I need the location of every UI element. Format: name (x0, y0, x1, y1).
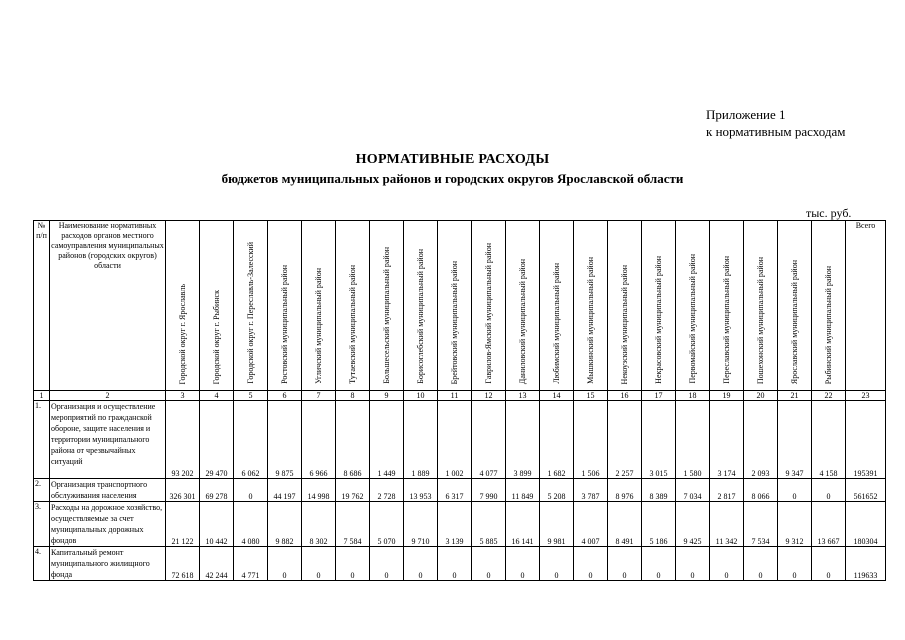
column-header (676, 221, 710, 391)
value-cell: 9 875 (268, 401, 302, 479)
index-cell: 3 (166, 391, 200, 401)
value-cell: 2 093 (744, 401, 778, 479)
expenses-table (33, 220, 886, 581)
column-header (608, 221, 642, 391)
value-cell: 6 062 (234, 401, 268, 479)
header-num: № п/п (34, 221, 50, 391)
value-cell: 11 342 (710, 502, 744, 547)
value-cell: 9 981 (540, 502, 574, 547)
value-cell: 0 (608, 547, 642, 581)
column-header (778, 221, 812, 391)
value-cell: 0 (540, 547, 574, 581)
column-header (540, 221, 574, 391)
value-cell: 7 990 (472, 479, 506, 502)
value-cell: 4 077 (472, 401, 506, 479)
value-cell: 0 (778, 547, 812, 581)
column-header-label: Даниловский муниципальный район (518, 258, 527, 384)
column-header (438, 221, 472, 391)
value-cell: 0 (574, 547, 608, 581)
value-cell: 8 389 (642, 479, 676, 502)
column-header (370, 221, 404, 391)
value-cell: 8 491 (608, 502, 642, 547)
value-cell: 0 (370, 547, 404, 581)
row-number: 2. (34, 479, 50, 502)
row-number: 4. (34, 547, 50, 581)
appendix-line-2: к нормативным расходам (706, 124, 846, 139)
index-cell: 13 (506, 391, 540, 401)
column-header-label: Некрасовский муниципальный район (654, 256, 663, 384)
value-cell: 5 186 (642, 502, 676, 547)
value-cell: 0 (642, 547, 676, 581)
value-cell: 0 (744, 547, 778, 581)
column-header-label: Брейтовский муниципальный район (450, 260, 459, 384)
header-name: Наименование нормативных расходов органов местного самоуправления муниципальных районов (городских округов) области (50, 221, 166, 391)
value-cell: 7 534 (744, 502, 778, 547)
document-title: НОРМАТИВНЫЕ РАСХОДЫ (355, 152, 550, 167)
column-header-label: Переславский муниципальный район (722, 256, 731, 384)
row-name: Капитальный ремонт муниципального жилищного фонда (50, 547, 166, 581)
value-cell: 13 667 (812, 502, 846, 547)
column-header (302, 221, 336, 391)
value-cell: 1 580 (676, 401, 710, 479)
value-cell: 0 (438, 547, 472, 581)
value-cell: 4 771 (234, 547, 268, 581)
appendix-label (706, 106, 845, 140)
column-header-label: Городской округ г. Ярославль (178, 283, 187, 384)
index-cell: 21 (778, 391, 812, 401)
column-header-label: Пошехонский муниципальный район (756, 256, 765, 384)
index-cell: 10 (404, 391, 438, 401)
index-cell: 2 (50, 391, 166, 401)
column-header (404, 221, 438, 391)
column-header (812, 221, 846, 391)
value-cell: 21 122 (166, 502, 200, 547)
column-header-label: Первомайский муниципальный район (688, 254, 697, 384)
value-cell: 4 080 (234, 502, 268, 547)
index-cell: 5 (234, 391, 268, 401)
value-cell: 3 174 (710, 401, 744, 479)
index-cell: 17 (642, 391, 676, 401)
value-cell: 8 976 (608, 479, 642, 502)
index-cell: 16 (608, 391, 642, 401)
column-header (200, 221, 234, 391)
value-cell: 14 998 (302, 479, 336, 502)
value-cell: 16 141 (506, 502, 540, 547)
total-cell: 561652 (846, 479, 886, 502)
index-cell: 22 (812, 391, 846, 401)
value-cell: 6 317 (438, 479, 472, 502)
index-cell: 18 (676, 391, 710, 401)
total-cell: 180304 (846, 502, 886, 547)
column-header (642, 221, 676, 391)
column-header-label: Городской округ г. Переславль-Залесский (246, 242, 255, 384)
column-header-label: Любимский муниципальный район (552, 263, 561, 384)
row-number: 1. (34, 401, 50, 479)
value-cell: 9 312 (778, 502, 812, 547)
value-cell: 3 139 (438, 502, 472, 547)
value-cell: 1 889 (404, 401, 438, 479)
row-number: 3. (34, 502, 50, 547)
value-cell: 2 817 (710, 479, 744, 502)
column-header-label: Городской округ г. Рыбинск (212, 289, 221, 384)
value-cell: 93 202 (166, 401, 200, 479)
total-cell: 195391 (846, 401, 886, 479)
index-cell: 23 (846, 391, 886, 401)
value-cell: 0 (812, 547, 846, 581)
value-cell: 2 257 (608, 401, 642, 479)
value-cell: 8 302 (302, 502, 336, 547)
index-cell: 1 (34, 391, 50, 401)
column-header (472, 221, 506, 391)
column-header (506, 221, 540, 391)
column-header-label: Ростовский муниципальный район (280, 265, 289, 384)
value-cell: 10 442 (200, 502, 234, 547)
value-cell: 72 618 (166, 547, 200, 581)
index-cell: 11 (438, 391, 472, 401)
value-cell: 9 710 (404, 502, 438, 547)
value-cell: 8 066 (744, 479, 778, 502)
column-header (744, 221, 778, 391)
column-header-label: Угличский муниципальный район (314, 268, 323, 384)
value-cell: 0 (812, 479, 846, 502)
value-cell: 326 301 (166, 479, 200, 502)
value-cell: 29 470 (200, 401, 234, 479)
value-cell: 8 686 (336, 401, 370, 479)
value-cell: 0 (302, 547, 336, 581)
value-cell: 7 584 (336, 502, 370, 547)
column-header (710, 221, 744, 391)
value-cell: 1 506 (574, 401, 608, 479)
column-header-label: Тутаевский муниципальный район (348, 265, 357, 384)
column-header (268, 221, 302, 391)
index-cell: 20 (744, 391, 778, 401)
column-header (336, 221, 370, 391)
column-header-label: Ярославский муниципальный район (790, 259, 799, 384)
value-cell: 9 425 (676, 502, 710, 547)
value-cell: 0 (676, 547, 710, 581)
index-cell: 9 (370, 391, 404, 401)
value-cell: 3 787 (574, 479, 608, 502)
value-cell: 0 (404, 547, 438, 581)
value-cell: 2 728 (370, 479, 404, 502)
value-cell: 1 002 (438, 401, 472, 479)
column-header-label: Большесельский муниципальный район (382, 247, 391, 384)
value-cell: 5 885 (472, 502, 506, 547)
units-label: тыс. руб. (806, 206, 852, 220)
column-header (574, 221, 608, 391)
table-row (34, 547, 886, 581)
value-cell: 0 (336, 547, 370, 581)
value-cell: 1 682 (540, 401, 574, 479)
value-cell: 44 197 (268, 479, 302, 502)
value-cell: 9 882 (268, 502, 302, 547)
value-cell: 7 034 (676, 479, 710, 502)
value-cell: 5 070 (370, 502, 404, 547)
value-cell: 9 347 (778, 401, 812, 479)
value-cell: 4 158 (812, 401, 846, 479)
value-cell: 4 007 (574, 502, 608, 547)
column-header-label: Рыбинский муниципальный район (824, 265, 833, 384)
column-header-label: Гаврилов-Ямский муниципальный район (484, 243, 493, 384)
value-cell: 13 953 (404, 479, 438, 502)
row-name: Организация и осуществление мероприятий по гражданской обороне, защите населения и территории муниципального района от чрезвычайных ситуаций (50, 401, 166, 479)
index-cell: 4 (200, 391, 234, 401)
appendix-line-1: Приложение 1 (706, 107, 786, 122)
column-header-label: Борисоглебский муниципальный район (416, 249, 425, 384)
table-row (34, 401, 886, 479)
index-cell: 14 (540, 391, 574, 401)
table-row (34, 479, 886, 502)
index-cell: 6 (268, 391, 302, 401)
index-cell: 7 (302, 391, 336, 401)
column-header (166, 221, 200, 391)
value-cell: 5 208 (540, 479, 574, 502)
table-row (34, 502, 886, 547)
value-cell: 0 (234, 479, 268, 502)
header-row (34, 221, 886, 391)
value-cell: 11 849 (506, 479, 540, 502)
index-row (34, 391, 886, 401)
value-cell: 3 899 (506, 401, 540, 479)
value-cell: 3 015 (642, 401, 676, 479)
column-header-label: Мышкинский муниципальный район (586, 257, 595, 384)
index-cell: 8 (336, 391, 370, 401)
value-cell: 6 966 (302, 401, 336, 479)
index-cell: 19 (710, 391, 744, 401)
header-total: Всего (846, 221, 886, 391)
column-header-label: Некоузский муниципальный район (620, 264, 629, 384)
document-subtitle: бюджетов муниципальных районов и городских округов Ярославской области (221, 171, 684, 186)
value-cell: 0 (710, 547, 744, 581)
row-name: Организация транспортного обслуживания населения (50, 479, 166, 502)
value-cell: 0 (268, 547, 302, 581)
value-cell: 69 278 (200, 479, 234, 502)
total-cell: 119633 (846, 547, 886, 581)
value-cell: 1 449 (370, 401, 404, 479)
value-cell: 0 (778, 479, 812, 502)
index-cell: 15 (574, 391, 608, 401)
index-cell: 12 (472, 391, 506, 401)
value-cell: 19 762 (336, 479, 370, 502)
value-cell: 0 (472, 547, 506, 581)
value-cell: 42 244 (200, 547, 234, 581)
column-header (234, 221, 268, 391)
row-name: Расходы на дорожное хозяйство, осуществляемые за счет муниципальных дорожных фондов (50, 502, 166, 547)
value-cell: 0 (506, 547, 540, 581)
